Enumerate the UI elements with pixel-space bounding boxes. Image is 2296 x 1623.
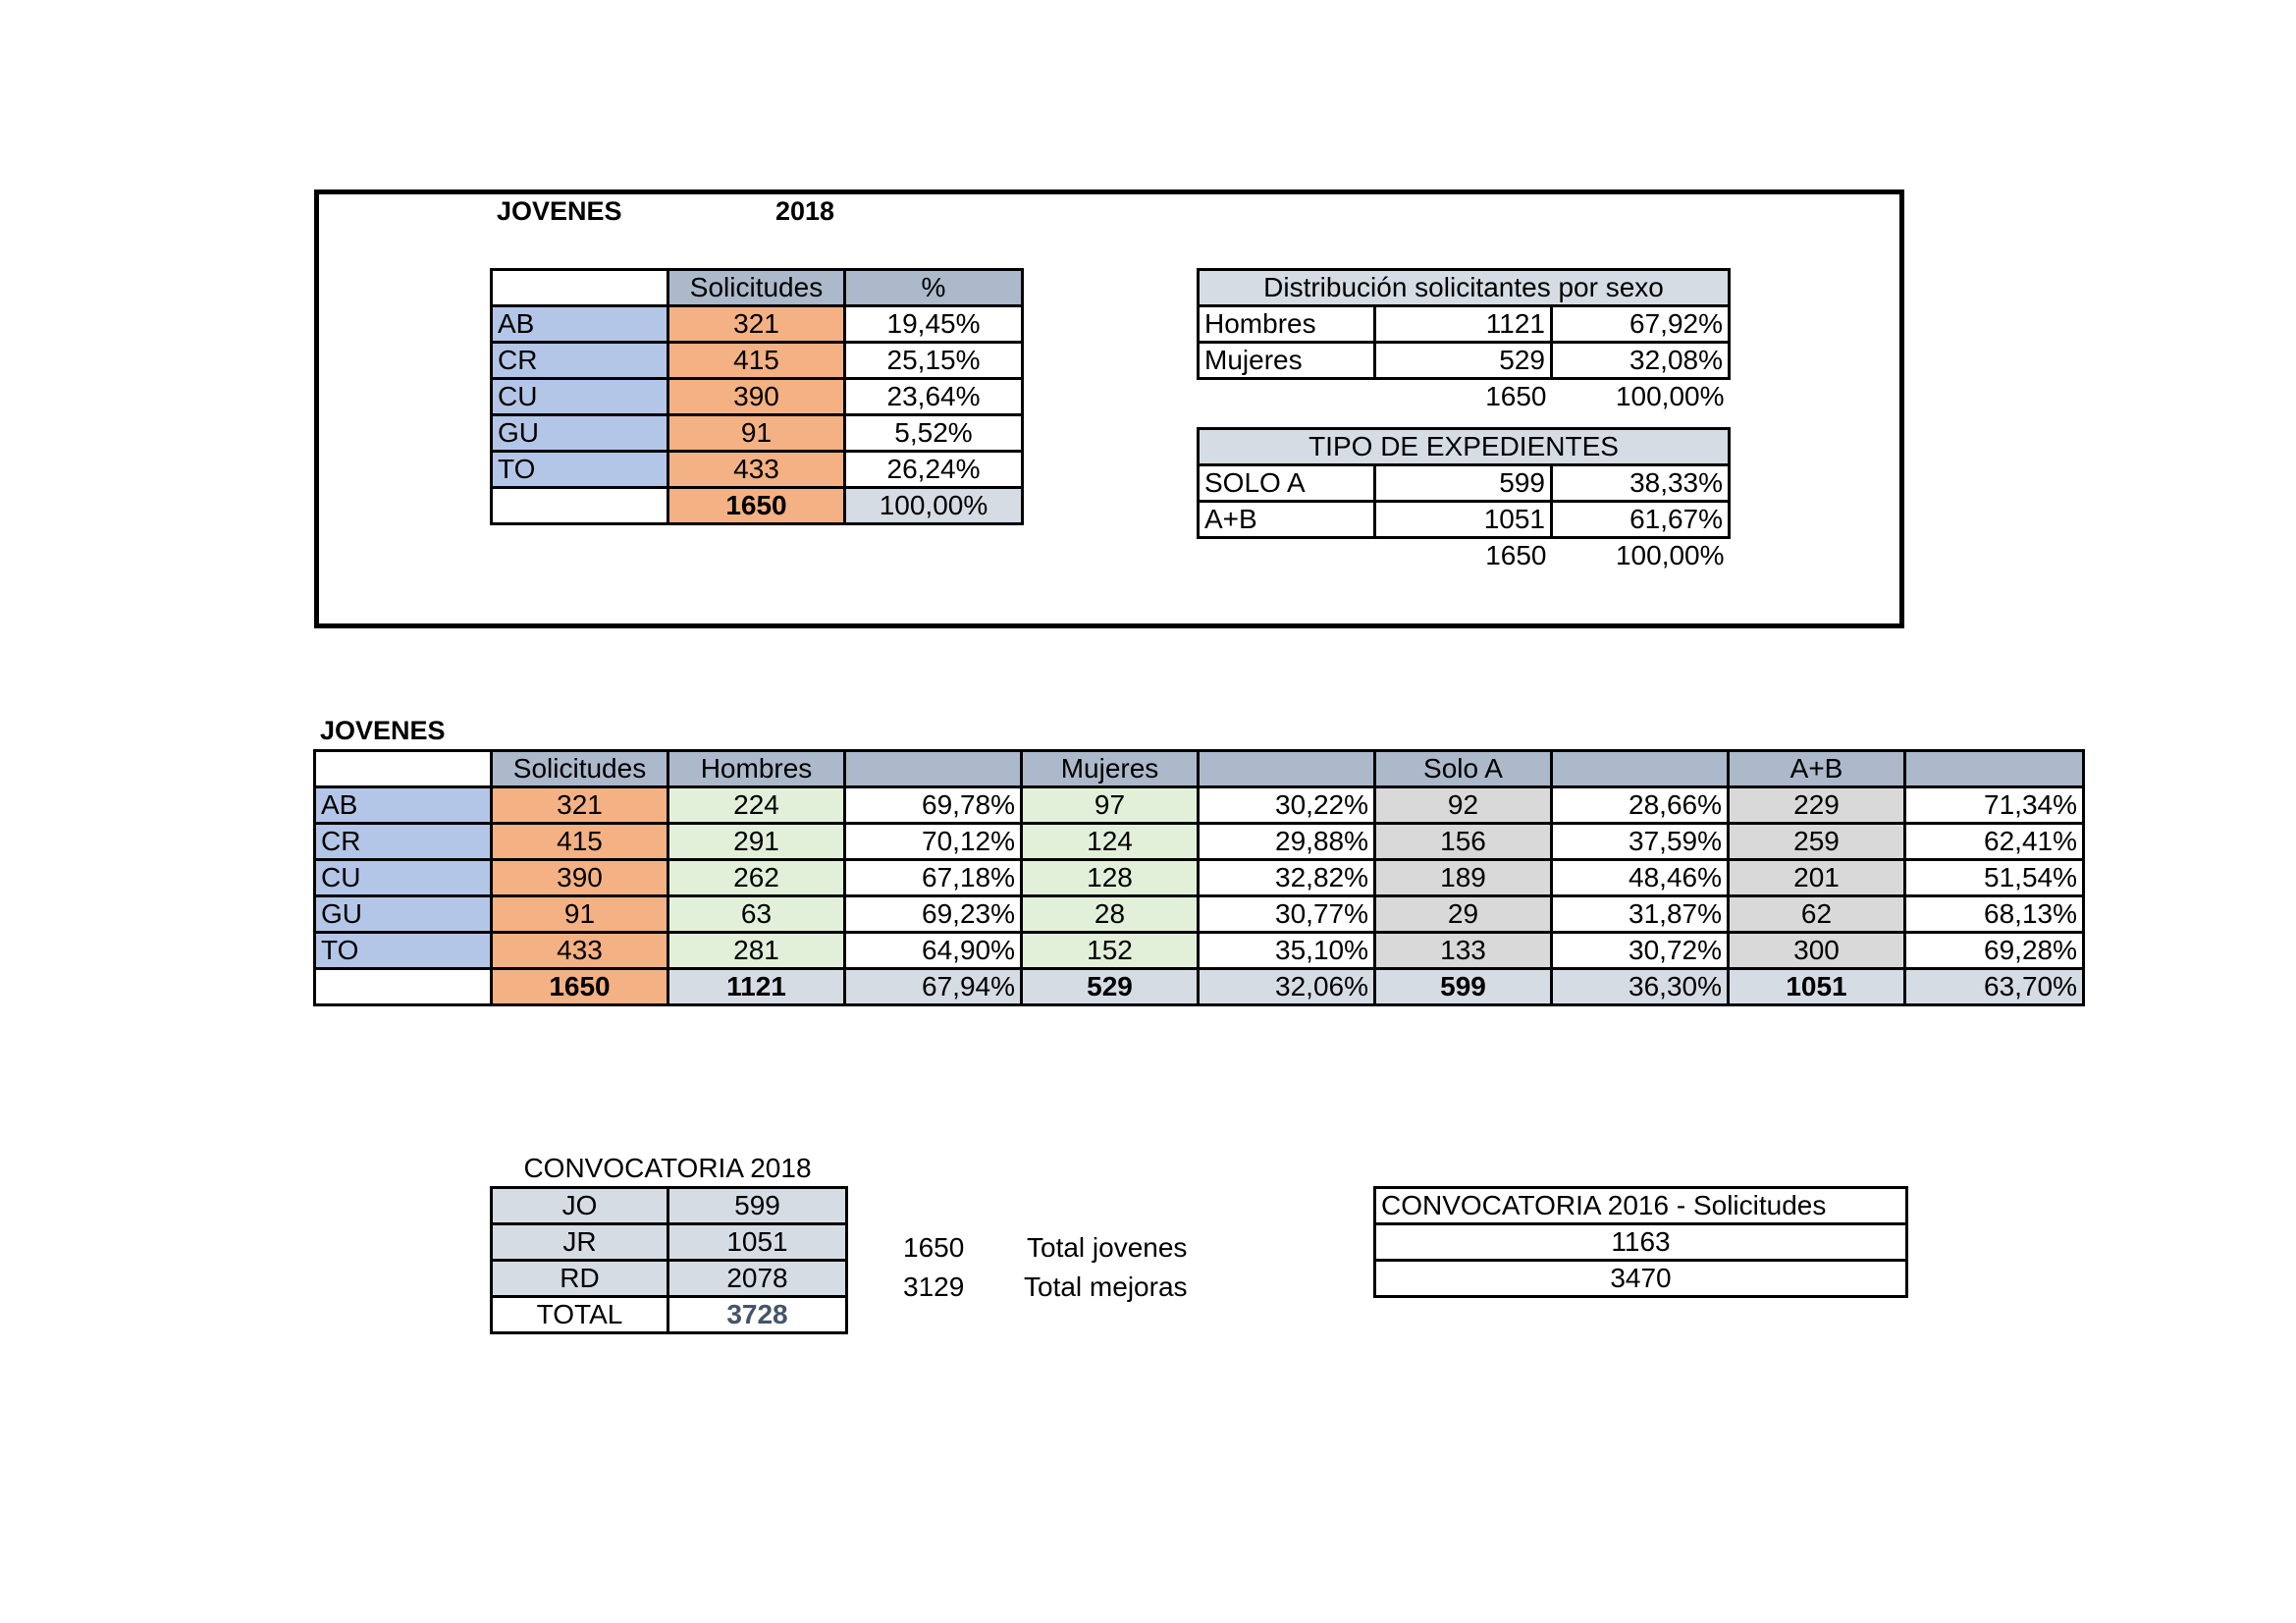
solicitudes-value: 415 (668, 343, 845, 379)
mujeres-value: 124 (1022, 824, 1199, 860)
convocatoria-label: RD (492, 1261, 668, 1297)
detail-table (313, 749, 2085, 1006)
ab-value: 300 (1729, 933, 1905, 969)
tipo-label: A+B (1199, 502, 1375, 538)
header-cell (1199, 751, 1375, 787)
tipo-pct: 61,67% (1552, 502, 1730, 538)
header-cell: Mujeres (1022, 751, 1199, 787)
mujeres-pct: 30,77% (1199, 896, 1375, 933)
solicitudes-value: 321 (492, 787, 668, 824)
hombres-value: 291 (668, 824, 845, 860)
table-row (492, 306, 1023, 343)
region-code: TO (492, 452, 668, 488)
mujeres-pct: 29,88% (1199, 824, 1375, 860)
convocatoria-value: 2078 (668, 1261, 847, 1297)
table-row (315, 824, 2084, 860)
total-row (1199, 538, 1730, 573)
total-row (315, 969, 2084, 1005)
hombres-pct: 64,90% (845, 933, 1022, 969)
hombres-pct: 69,23% (845, 896, 1022, 933)
ab-total: 1051 (1729, 969, 1905, 1005)
solo-a-value: 156 (1375, 824, 1552, 860)
convocatoria-2018-table (490, 1186, 848, 1334)
tipo-total-value: 1650 (1485, 540, 1547, 570)
ab-pct: 69,28% (1905, 933, 2084, 969)
header-cell: Hombres (668, 751, 845, 787)
tipo-value: 1051 (1375, 502, 1552, 538)
table-row (1199, 502, 1730, 538)
region-code: CU (492, 379, 668, 415)
region-code: TO (315, 933, 492, 969)
header-cell (315, 751, 492, 787)
total-mejoras-label: Total mejoras (1024, 1271, 1188, 1302)
empty-cell (315, 969, 492, 1005)
empty-cell (1199, 538, 1375, 573)
table-row (1199, 343, 1730, 379)
total-mejoras-value: 3129 (903, 1271, 965, 1302)
hombres-pct: 67,18% (845, 860, 1022, 896)
solo-a-value: 29 (1375, 896, 1552, 933)
ab-value: 62 (1729, 896, 1905, 933)
pct-value: 25,15% (845, 343, 1023, 379)
solicitudes-total: 1650 (668, 488, 845, 524)
total-jovenes-label: Total jovenes (1027, 1232, 1188, 1263)
ab-value: 259 (1729, 824, 1905, 860)
header-cell: A+B (1729, 751, 1905, 787)
solo-a-value: 189 (1375, 860, 1552, 896)
solicitudes-value: 91 (492, 896, 668, 933)
hombres-value: 224 (668, 787, 845, 824)
region-code: CU (315, 860, 492, 896)
mujeres-total: 529 (1022, 969, 1199, 1005)
total-row (492, 488, 1023, 524)
total-row (492, 1297, 847, 1333)
solo-a-pct: 28,66% (1552, 787, 1729, 824)
convocatoria-2016-title: CONVOCATORIA 2016 - Solicitudes (1375, 1188, 1907, 1224)
top-section-year: 2018 (775, 196, 835, 226)
mujeres-value: 97 (1022, 787, 1199, 824)
detail-section-label: JOVENES (320, 716, 446, 745)
table-row (1199, 465, 1730, 502)
hombres-value: 281 (668, 933, 845, 969)
mujeres-value: 128 (1022, 860, 1199, 896)
solicitudes-value: 390 (492, 860, 668, 896)
header-cell: % (845, 270, 1023, 306)
region-table (490, 268, 1024, 525)
mujeres-pct: 30,22% (1199, 787, 1375, 824)
pct-value: 23,64% (845, 379, 1023, 415)
header-cell (492, 270, 668, 306)
table-row (315, 787, 2084, 824)
table-row (492, 415, 1023, 452)
solo-a-pct-total: 36,30% (1552, 969, 1729, 1005)
pct-total: 100,00% (845, 488, 1023, 524)
convocatoria-label: JR (492, 1224, 668, 1261)
solicitudes-value: 415 (492, 824, 668, 860)
header-cell: Solicitudes (668, 270, 845, 306)
ab-value: 229 (1729, 787, 1905, 824)
table-row (492, 1188, 847, 1224)
tipo-pct: 38,33% (1552, 465, 1730, 502)
convocatoria-total-label: TOTAL (492, 1297, 668, 1333)
sex-table-title: Distribución solicitantes por sexo (1199, 270, 1730, 306)
header-cell (845, 751, 1022, 787)
sex-pct: 67,92% (1552, 306, 1730, 343)
table-row (492, 452, 1023, 488)
header-cell: Solo A (1375, 751, 1552, 787)
convocatoria-total-value: 3728 (668, 1297, 847, 1333)
tipo-table-title: TIPO DE EXPEDIENTES (1199, 429, 1730, 465)
convocatoria-value: 599 (668, 1188, 847, 1224)
sex-total-pct: 100,00% (1615, 381, 1725, 411)
table-row (492, 379, 1023, 415)
solo-a-pct: 37,59% (1552, 824, 1729, 860)
solicitudes-value: 321 (668, 306, 845, 343)
convocatoria-2016-table (1373, 1186, 1908, 1298)
hombres-pct-total: 67,94% (845, 969, 1022, 1005)
pct-value: 19,45% (845, 306, 1023, 343)
header-cell: Solicitudes (492, 751, 668, 787)
solo-a-value: 92 (1375, 787, 1552, 824)
convocatoria-2016-value: 1163 (1375, 1224, 1907, 1261)
convocatoria-2016-value: 3470 (1375, 1261, 1907, 1297)
ab-pct: 62,41% (1905, 824, 2084, 860)
tipo-total-pct: 100,00% (1615, 540, 1725, 570)
sex-total-value: 1650 (1485, 381, 1547, 411)
region-code: GU (315, 896, 492, 933)
ab-pct: 51,54% (1905, 860, 2084, 896)
mujeres-pct-total: 32,06% (1199, 969, 1375, 1005)
sex-label: Mujeres (1199, 343, 1375, 379)
region-code: CR (492, 343, 668, 379)
total-row (1199, 379, 1730, 414)
table-row (492, 1224, 847, 1261)
table-row (1375, 1261, 1907, 1297)
solicitudes-value: 91 (668, 415, 845, 452)
solicitudes-total: 1650 (492, 969, 668, 1005)
sex-label: Hombres (1199, 306, 1375, 343)
table-row (315, 933, 2084, 969)
region-code: GU (492, 415, 668, 452)
sex-value: 529 (1375, 343, 1552, 379)
solo-a-pct: 31,87% (1552, 896, 1729, 933)
total-jovenes-value: 1650 (903, 1232, 965, 1263)
top-section-label: JOVENES (497, 196, 622, 226)
hombres-pct: 70,12% (845, 824, 1022, 860)
region-table-header (492, 270, 1023, 306)
convocatoria-value: 1051 (668, 1224, 847, 1261)
mujeres-pct: 32,82% (1199, 860, 1375, 896)
sex-value: 1121 (1375, 306, 1552, 343)
region-code: AB (492, 306, 668, 343)
convocatoria-2018-title: CONVOCATORIA 2018 (523, 1153, 812, 1183)
sex-distribution-table (1197, 268, 1731, 413)
tipo-label: SOLO A (1199, 465, 1375, 502)
solicitudes-value: 433 (668, 452, 845, 488)
table-row (1375, 1224, 1907, 1261)
solo-a-total: 599 (1375, 969, 1552, 1005)
solicitudes-value: 433 (492, 933, 668, 969)
region-code: CR (315, 824, 492, 860)
mujeres-value: 152 (1022, 933, 1199, 969)
table-row (1199, 306, 1730, 343)
solicitudes-value: 390 (668, 379, 845, 415)
hombres-total: 1121 (668, 969, 845, 1005)
empty-cell (492, 488, 668, 524)
table-row (315, 896, 2084, 933)
empty-cell (1199, 379, 1375, 414)
ab-pct: 71,34% (1905, 787, 2084, 824)
tipo-value: 599 (1375, 465, 1552, 502)
pct-value: 26,24% (845, 452, 1023, 488)
table-row (492, 1261, 847, 1297)
region-code: AB (315, 787, 492, 824)
tipo-expedientes-table (1197, 427, 1731, 572)
header-cell (1552, 751, 1729, 787)
pct-value: 5,52% (845, 415, 1023, 452)
convocatoria-label: JO (492, 1188, 668, 1224)
sex-pct: 32,08% (1552, 343, 1730, 379)
ab-value: 201 (1729, 860, 1905, 896)
table-row (315, 860, 2084, 896)
hombres-value: 63 (668, 896, 845, 933)
mujeres-pct: 35,10% (1199, 933, 1375, 969)
solo-a-value: 133 (1375, 933, 1552, 969)
table-row (492, 343, 1023, 379)
solo-a-pct: 30,72% (1552, 933, 1729, 969)
detail-table-header (315, 751, 2084, 787)
ab-pct: 68,13% (1905, 896, 2084, 933)
solo-a-pct: 48,46% (1552, 860, 1729, 896)
ab-pct-total: 63,70% (1905, 969, 2084, 1005)
mujeres-value: 28 (1022, 896, 1199, 933)
hombres-value: 262 (668, 860, 845, 896)
hombres-pct: 69,78% (845, 787, 1022, 824)
header-cell (1905, 751, 2084, 787)
